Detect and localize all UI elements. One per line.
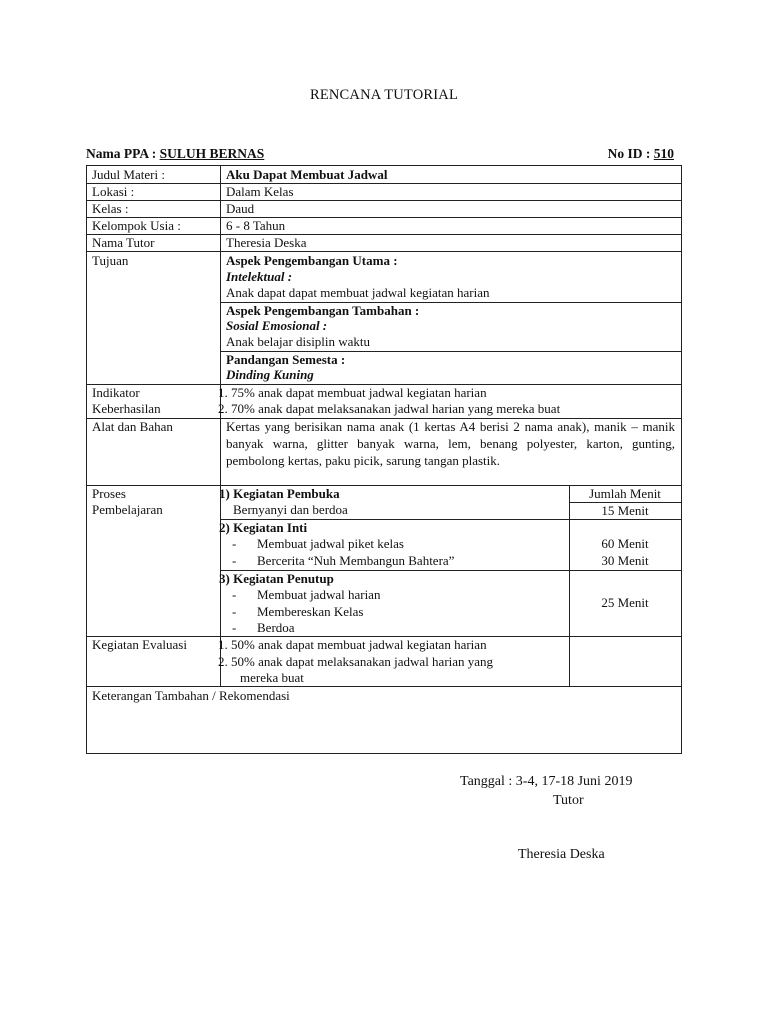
row-divider	[87, 251, 681, 252]
judul-value: Aku Dapat Membuat Jadwal	[226, 167, 388, 182]
id-label: No ID :	[607, 146, 654, 161]
evaluasi-item: 1. 50% anak dapat membuat jadwal kegiatan harian	[218, 637, 487, 652]
aspek-utama-title: Aspek Pengembangan Utama :	[226, 253, 398, 268]
pembuka-menit: 15 Menit	[601, 503, 649, 518]
tanggal-text: Tanggal : 3-4, 17-18 Juni 2019	[460, 774, 633, 789]
ppa-value: SULUH BERNAS	[159, 146, 265, 161]
dash-bullet: -	[232, 620, 237, 635]
kegiatan-pembuka-item: Bernyanyi dan berdoa	[233, 502, 348, 517]
ppa-label: Nama PPA :	[86, 146, 160, 161]
aspek-utama-sub: Intelektual :	[226, 269, 293, 284]
kegiatan-inti-item: Membuat jadwal piket kelas	[257, 536, 404, 551]
alat-label: Alat dan Bahan	[92, 419, 173, 434]
evaluasi-item: 2. 50% anak dapat melaksanakan jadwal harian yang	[218, 654, 494, 669]
evaluasi-item-continued: mereka buat	[240, 670, 304, 685]
row-divider	[87, 183, 681, 184]
kegiatan-penutup-item: Membuat jadwal harian	[257, 587, 381, 602]
indikator-item: 2. 70% anak dapat melaksanakan jadwal harian yang mereka buat	[218, 401, 561, 416]
usia-label: Kelompok Usia :	[92, 218, 181, 233]
dash-bullet: -	[232, 553, 237, 568]
pembelajaran-label: Pembelajaran	[92, 502, 163, 517]
row-divider	[87, 234, 681, 235]
kelas-label: Kelas :	[92, 201, 129, 216]
penutup-menit: 25 Menit	[601, 595, 649, 610]
alat-text: Kertas yang berisikan nama anak (1 kertas A4 berisi 2 nama anak), manik – manik banyak warna, glitter banyak warna, lem, benang polyester, karton, gunting, pembolong kertas, paku picik, sarung tangan plastik.	[226, 419, 675, 468]
indikator-item: 1. 75% anak dapat membuat jadwal kegiatan harian	[218, 385, 487, 400]
header-line	[86, 146, 682, 164]
tutor-value: Theresia Deska	[226, 235, 307, 250]
lokasi-value: Dalam Kelas	[226, 184, 294, 199]
tutor-label: Nama Tutor	[92, 235, 155, 250]
tutor-caption: Tutor	[553, 793, 584, 808]
signature-name: Theresia Deska	[518, 847, 605, 862]
keterangan-label: Keterangan Tambahan / Rekomendasi	[92, 688, 290, 703]
id-field	[608, 146, 674, 162]
lokasi-label: Lokasi :	[92, 184, 135, 199]
inti-menit: 60 Menit	[601, 536, 649, 551]
kegiatan-penutup-item: Berdoa	[257, 620, 295, 635]
keberhasilan-label: Keberhasilan	[92, 401, 161, 416]
kegiatan-penutup-title: 3) Kegiatan Penutup	[219, 571, 334, 586]
tutorial-plan-table	[86, 165, 682, 754]
dash-bullet: -	[232, 604, 237, 619]
aspek-tambahan-text: Anak belajar disiplin waktu	[226, 334, 371, 349]
proses-label: Proses	[92, 486, 126, 501]
aspek-utama-text: Anak dapat dapat membuat jadwal kegiatan harian	[226, 285, 490, 300]
dash-bullet: -	[232, 536, 237, 551]
jumlah-menit-header: Jumlah Menit	[589, 486, 661, 501]
evaluasi-label: Kegiatan Evaluasi	[92, 637, 187, 652]
aspek-tambahan-title: Aspek Pengembangan Tambahan :	[226, 303, 420, 318]
tujuan-label: Tujuan	[92, 253, 129, 268]
aspek-tambahan-sub: Sosial Emosional :	[226, 318, 328, 333]
inti-menit: 30 Menit	[601, 553, 649, 568]
document-title: RENCANA TUTORIAL	[309, 87, 459, 103]
id-value: 510	[653, 146, 674, 161]
column-divider	[220, 166, 221, 686]
usia-value: 6 - 8 Tahun	[226, 218, 286, 233]
judul-label: Judul Materi :	[92, 167, 165, 182]
row-divider	[87, 200, 681, 201]
pandangan-semesta-sub: Dinding Kuning	[226, 367, 314, 382]
row-divider	[87, 686, 681, 687]
dash-bullet: -	[232, 587, 237, 602]
kegiatan-inti-item: Bercerita “Nuh Membangun Bahtera”	[257, 553, 455, 568]
kegiatan-pembuka-title: 1) Kegiatan Pembuka	[219, 486, 340, 501]
pandangan-semesta-title: Pandangan Semesta :	[226, 352, 346, 367]
ppa-field	[86, 146, 264, 162]
kegiatan-penutup-item: Membereskan Kelas	[257, 604, 364, 619]
indikator-label: Indikator	[92, 385, 140, 400]
kelas-value: Daud	[226, 201, 255, 216]
kegiatan-inti-title: 2) Kegiatan Inti	[219, 520, 308, 535]
